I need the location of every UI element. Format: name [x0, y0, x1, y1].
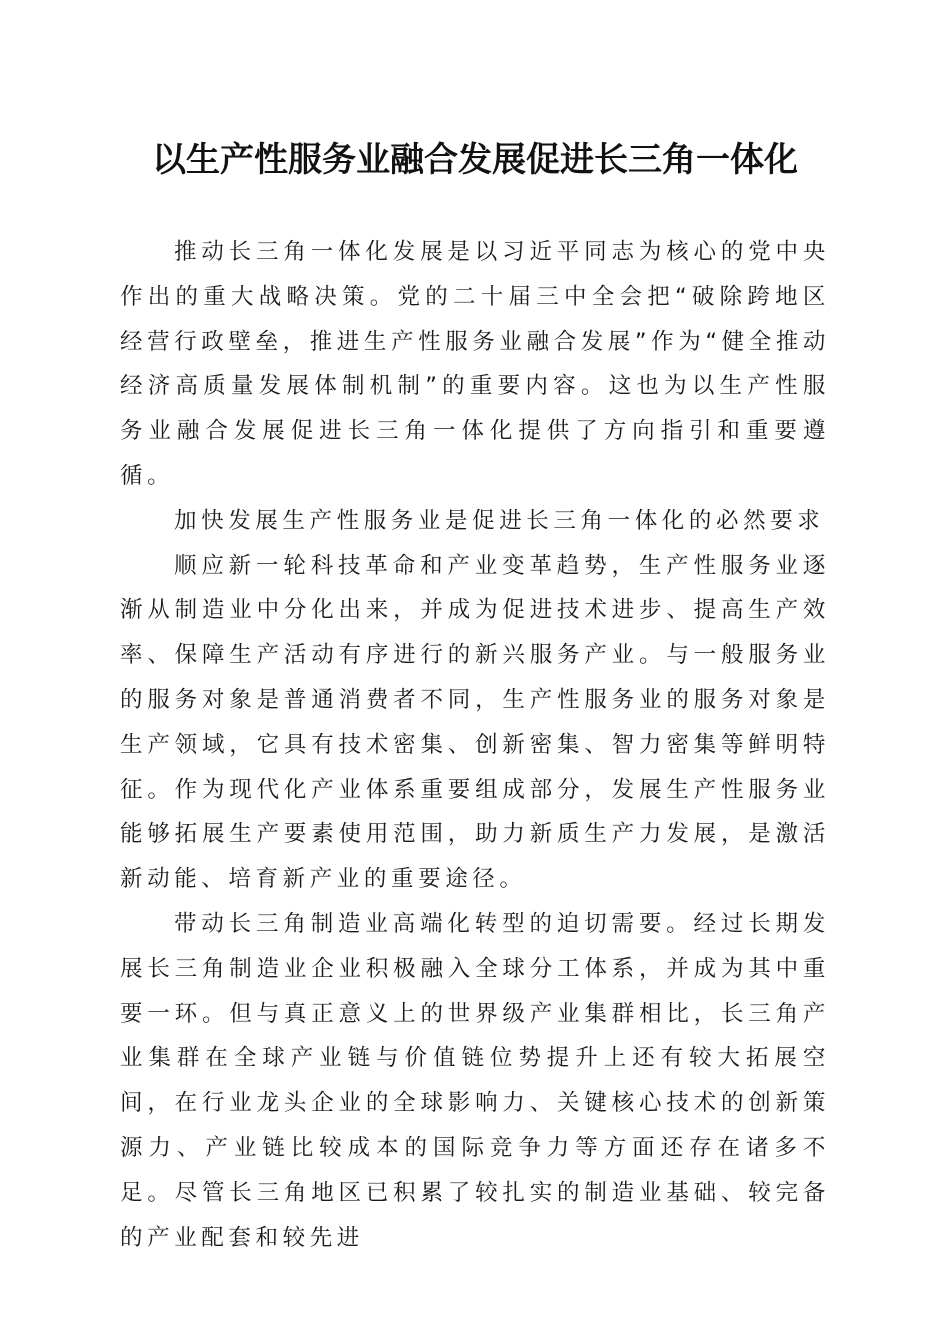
paragraph-intro: 推动长三角一体化发展是以习近平同志为核心的党中央作出的重大战略决策。党的二十届三中全会把“破除跨地区经营行政壁垒，推进生产性服务业融合发展”作为“健全推动经济高质量发展体制机制”的重要内容。这也为以生产性服务业融合发展促进长三角一体化提供了方向指引和重要遵循。 [120, 239, 831, 489]
document-title: 以生产性服务业融合发展促进长三角一体化 [152, 140, 798, 180]
document-body [120, 230, 830, 1260]
section-heading: 加快发展生产性服务业是促进长三角一体化的必然要求 [174, 507, 825, 534]
paragraph-manufacturing: 带动长三角制造业高端化转型的迫切需要。经过长期发展长三角制造业企业积极融入全球分工体系，并成为其中重要一环。但与真正意义上的世界级产业集群相比，长三角产业集群在全球产业链与价值链位势提升上还有较大拓展空间，在行业龙头企业的全球影响力、关键核心技术的创新策源力、产业链比较成本的国际竞争力等方面还存在诸多不足。尽管长三角地区已积累了较扎实的制造业基础、较完备的产业配套和较先进 [120, 910, 830, 1251]
paragraph-service-trend: 顺应新一轮科技革命和产业变革趋势，生产性服务业逐渐从制造业中分化出来，并成为促进技术进步、提高生产效率、保障生产活动有序进行的新兴服务产业。与一般服务业的服务对象是普通消费者不同，生产性服务业的服务对象是生产领域，它具有技术密集、创新密集、智力密集等鲜明特征。作为现代化产业体系重要组成部分，发展生产性服务业能够拓展生产要素使用范围，助力新质生产力发展，是激活新动能、培育新产业的重要途径。 [120, 552, 830, 893]
